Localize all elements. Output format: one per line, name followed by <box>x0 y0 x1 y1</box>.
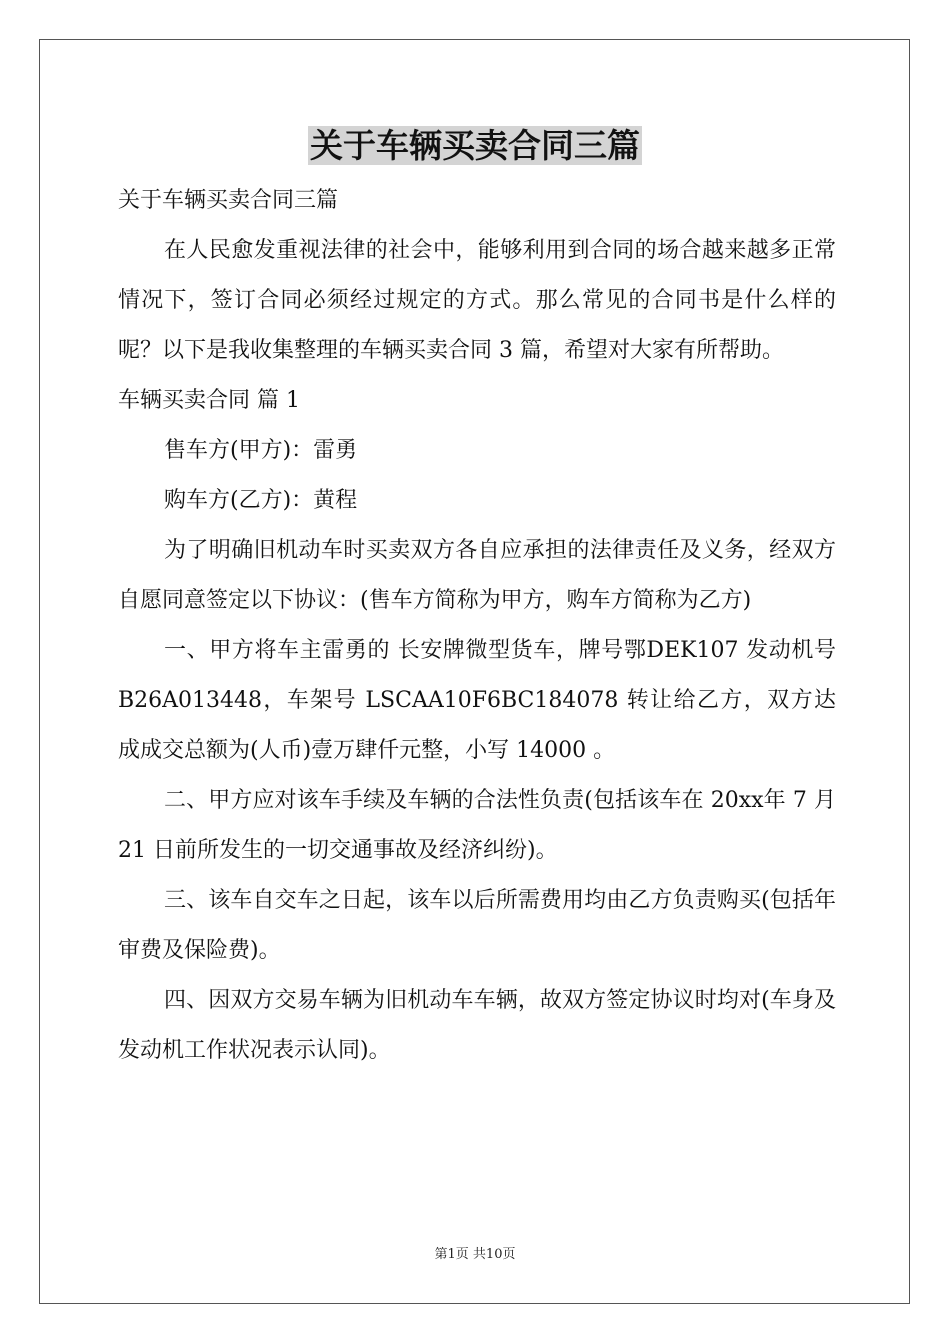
page-footer: 第1页 共10页 <box>434 1247 516 1262</box>
clause-4: 四、因双方交易车辆为旧机动车车辆，故双方签定协议时均对(车身及发动机工作状况表示认同)。 <box>118 988 836 1063</box>
paragraph-subtitle: 关于车辆买卖合同三篇 <box>118 188 339 213</box>
section-heading: 车辆买卖合同 篇 1 <box>118 388 300 413</box>
clause-2: 二、甲方应对该车手续及车辆的合法性负责(包括该车在 20xx年 7 月 21 日前所发生的一切交通事故及经济纠纷)。 <box>118 788 836 863</box>
document-title-text: 关于车辆买卖合同三篇 <box>310 126 640 165</box>
document-body <box>118 176 836 1076</box>
paragraph-seller: 售车方(甲方)：雷勇 <box>164 438 358 463</box>
paragraph-buyer: 购车方(乙方)：黄程 <box>164 488 358 513</box>
clause-1: 一、甲方将车主雷勇的 长安牌微型货车，牌号鄂DEK107 发动机号 B26A013448，车架号 LSCAA10F6BC184078 转让给乙方，双方达成成交总额为(人币)壹万肆仟元整，小写 14000 。 <box>118 638 836 763</box>
clause-3: 三、该车自交车之日起，该车以后所需费用均由乙方负责购买(包括年审费及保险费)。 <box>118 888 836 963</box>
paragraph-intro: 在人民愈发重视法律的社会中，能够利用到合同的场合越来越多正常情况下，签订合同必须经过规定的方式。那么常见的合同书是什么样的呢？以下是我收集整理的车辆买卖合同 3 篇，希望对大家有所帮助。 <box>118 238 836 363</box>
document-title <box>0 122 950 170</box>
paragraph-preamble: 为了明确旧机动车时买卖双方各自应承担的法律责任及义务，经双方自愿同意签定以下协议：(售车方简称为甲方，购车方简称为乙方) <box>118 538 836 613</box>
